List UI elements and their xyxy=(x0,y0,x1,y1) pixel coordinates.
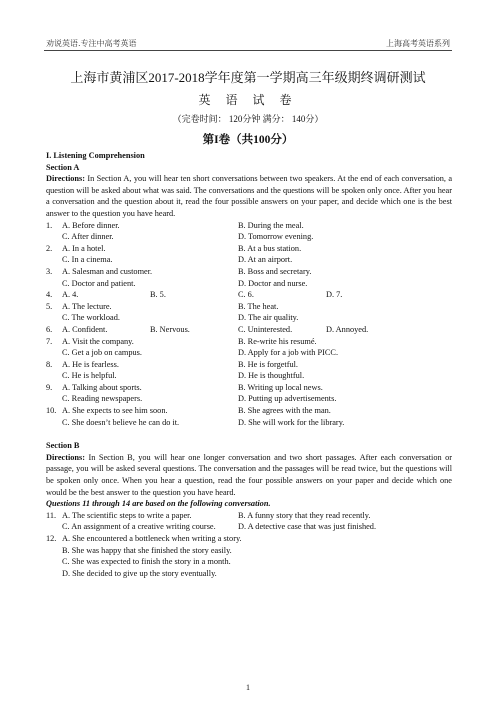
question-options xyxy=(62,301,452,324)
question-number: 6. xyxy=(46,324,53,334)
option[interactable]: A. Visit the company. xyxy=(62,336,134,346)
question-12 xyxy=(46,533,452,579)
question-1 xyxy=(46,220,452,243)
question-options xyxy=(62,405,452,428)
option[interactable]: B. At a bus station. xyxy=(238,243,302,253)
header-left: 劝说英语.专注中高考英语 xyxy=(46,39,137,48)
question-number: 11. xyxy=(46,510,57,520)
exam-content xyxy=(46,150,452,579)
question-number: 3. xyxy=(46,266,53,276)
question-6 xyxy=(46,324,452,336)
question-number: 12. xyxy=(46,534,57,543)
option[interactable]: D. She will work for the library. xyxy=(238,417,345,427)
option[interactable]: D. He is thoughtful. xyxy=(238,371,305,381)
option[interactable]: C. She doesn’t believe he can do it. xyxy=(62,417,180,427)
option[interactable]: D. Putting up advertisements. xyxy=(238,394,337,404)
option[interactable]: C. The workload. xyxy=(62,313,120,323)
option[interactable]: A. The scientific steps to write a paper. xyxy=(62,510,192,520)
header-right: 上海高考英语系列 xyxy=(386,39,450,48)
question-options xyxy=(62,533,452,579)
option[interactable]: D. Apply for a job with PICC. xyxy=(238,348,339,358)
option[interactable]: B. Boss and secretary. xyxy=(238,266,312,276)
option[interactable]: C. She was expected to finish the story in a month. xyxy=(62,557,231,567)
question-5 xyxy=(46,301,452,324)
header-rule xyxy=(44,50,452,51)
option[interactable]: B. During the meal. xyxy=(238,220,304,230)
question-options xyxy=(62,266,452,289)
option[interactable]: C. After dinner. xyxy=(62,232,114,242)
exam-title: 上海市黄浦区2017-2018学年度第一学期高三年级期终调研测试 xyxy=(70,70,426,85)
question-options xyxy=(62,324,452,336)
question-options xyxy=(62,382,452,405)
question-10 xyxy=(46,405,452,428)
section-a-heading: Section A xyxy=(46,162,80,172)
page-number: 1 xyxy=(246,683,250,692)
section-b-directions xyxy=(46,452,452,498)
directions-label: Directions: xyxy=(46,174,86,184)
question-options xyxy=(62,510,452,533)
option[interactable]: A. Salesman and customer. xyxy=(62,266,153,276)
question-number: 8. xyxy=(46,359,53,369)
question-8 xyxy=(46,359,452,382)
option[interactable]: A. Confident. xyxy=(62,324,108,334)
option[interactable]: B. He is forgetful. xyxy=(238,359,298,369)
question-9 xyxy=(46,382,452,405)
question-number: 4. xyxy=(46,290,53,300)
question-group-label: Questions 11 through 14 are based on the following conversation. xyxy=(46,499,271,509)
question-3 xyxy=(46,266,452,289)
option[interactable]: C. Get a job on campus. xyxy=(62,348,142,358)
option[interactable]: B. Nervous. xyxy=(150,324,190,334)
option[interactable]: A. The lecture. xyxy=(62,301,112,311)
section-heading: I. Listening Comprehension xyxy=(46,151,145,160)
question-options xyxy=(62,289,452,301)
exam-info: （完卷时间： 120分钟 满分： 140分） xyxy=(172,114,324,124)
question-options xyxy=(62,336,452,359)
part-title: 第I卷（共100分） xyxy=(202,134,294,146)
section-a-questions xyxy=(46,220,452,429)
directions-label: Directions: xyxy=(46,452,86,462)
option[interactable]: D. Tomorrow evening. xyxy=(238,232,314,242)
option[interactable]: B. Re-write his resumé. xyxy=(238,336,317,346)
question-number: 10. xyxy=(46,406,57,416)
question-7 xyxy=(46,336,452,359)
option[interactable]: C. Reading newspapers. xyxy=(62,394,143,404)
question-number: 9. xyxy=(46,382,53,392)
exam-subtitle: 英 语 试 卷 xyxy=(198,93,298,107)
option[interactable]: C. An assignment of a creative writing course. xyxy=(62,522,216,532)
spacer xyxy=(46,428,452,440)
section-b-heading: Section B xyxy=(46,441,80,451)
question-options xyxy=(62,359,452,382)
question-number: 7. xyxy=(46,336,53,346)
option[interactable]: D. A detective case that was just finished. xyxy=(238,522,377,532)
option[interactable]: D. 7. xyxy=(326,290,343,300)
option[interactable]: B. She agrees with the man. xyxy=(238,406,331,416)
option[interactable]: B. The heat. xyxy=(238,301,279,311)
question-11 xyxy=(46,510,452,533)
option[interactable]: A. 4. xyxy=(62,290,79,300)
option[interactable]: D. At an airport. xyxy=(238,255,293,265)
option[interactable]: C. In a cinema. xyxy=(62,255,113,265)
option[interactable]: B. A funny story that they read recently. xyxy=(238,510,371,520)
option[interactable]: A. In a hotel. xyxy=(62,243,106,253)
option[interactable]: D. Doctor and nurse. xyxy=(238,278,308,288)
directions-text: In Section B, you will hear one longer conversation and two short passages. After each conversation or passage, you will be asked several questions. The conversation and the passages will be read twice, but the questions will be spoken only once. When you hear a question, read the four possible answers on your paper and decide which one would be the best answer to the question you have heard. xyxy=(46,452,452,497)
option[interactable]: A. Talking about sports. xyxy=(62,382,142,392)
option[interactable]: B. 5. xyxy=(150,290,166,300)
directions-text: In Section A, you will hear ten short conversations between two speakers. At the end of each conversation, a question will be asked about what was said. The conversations and the questions will be spoken only once. After you hear a conversation and the question about it, read the four possible answers on your paper, and decide which one is the best answer to the question you have heard. xyxy=(46,174,452,218)
option[interactable]: C. Uninterested. xyxy=(238,324,293,334)
question-2 xyxy=(46,243,452,266)
question-options xyxy=(62,220,452,243)
option[interactable]: C. 6. xyxy=(238,290,254,300)
option[interactable]: D. She decided to give up the story eventually. xyxy=(62,568,217,578)
question-number: 2. xyxy=(46,243,53,253)
option[interactable]: B. Writing up local news. xyxy=(238,382,323,392)
option[interactable]: A. She expects to see him soon. xyxy=(62,406,168,416)
option[interactable]: A. She encountered a bottleneck when writing a story. xyxy=(62,534,242,543)
question-number: 1. xyxy=(46,220,53,230)
question-number: 5. xyxy=(46,301,53,311)
option[interactable]: A. He is fearless. xyxy=(62,359,119,369)
option[interactable]: D. The air quality. xyxy=(238,313,299,323)
section-a-directions xyxy=(46,173,452,219)
option[interactable]: B. She was happy that she finished the story easily. xyxy=(62,545,232,555)
question-options xyxy=(62,243,452,266)
option[interactable]: C. Doctor and patient. xyxy=(62,278,136,288)
question-4 xyxy=(46,289,452,301)
option[interactable]: D. Annoyed. xyxy=(326,324,369,334)
option[interactable]: A. Before dinner. xyxy=(62,220,120,230)
option[interactable]: C. He is helpful. xyxy=(62,371,117,381)
